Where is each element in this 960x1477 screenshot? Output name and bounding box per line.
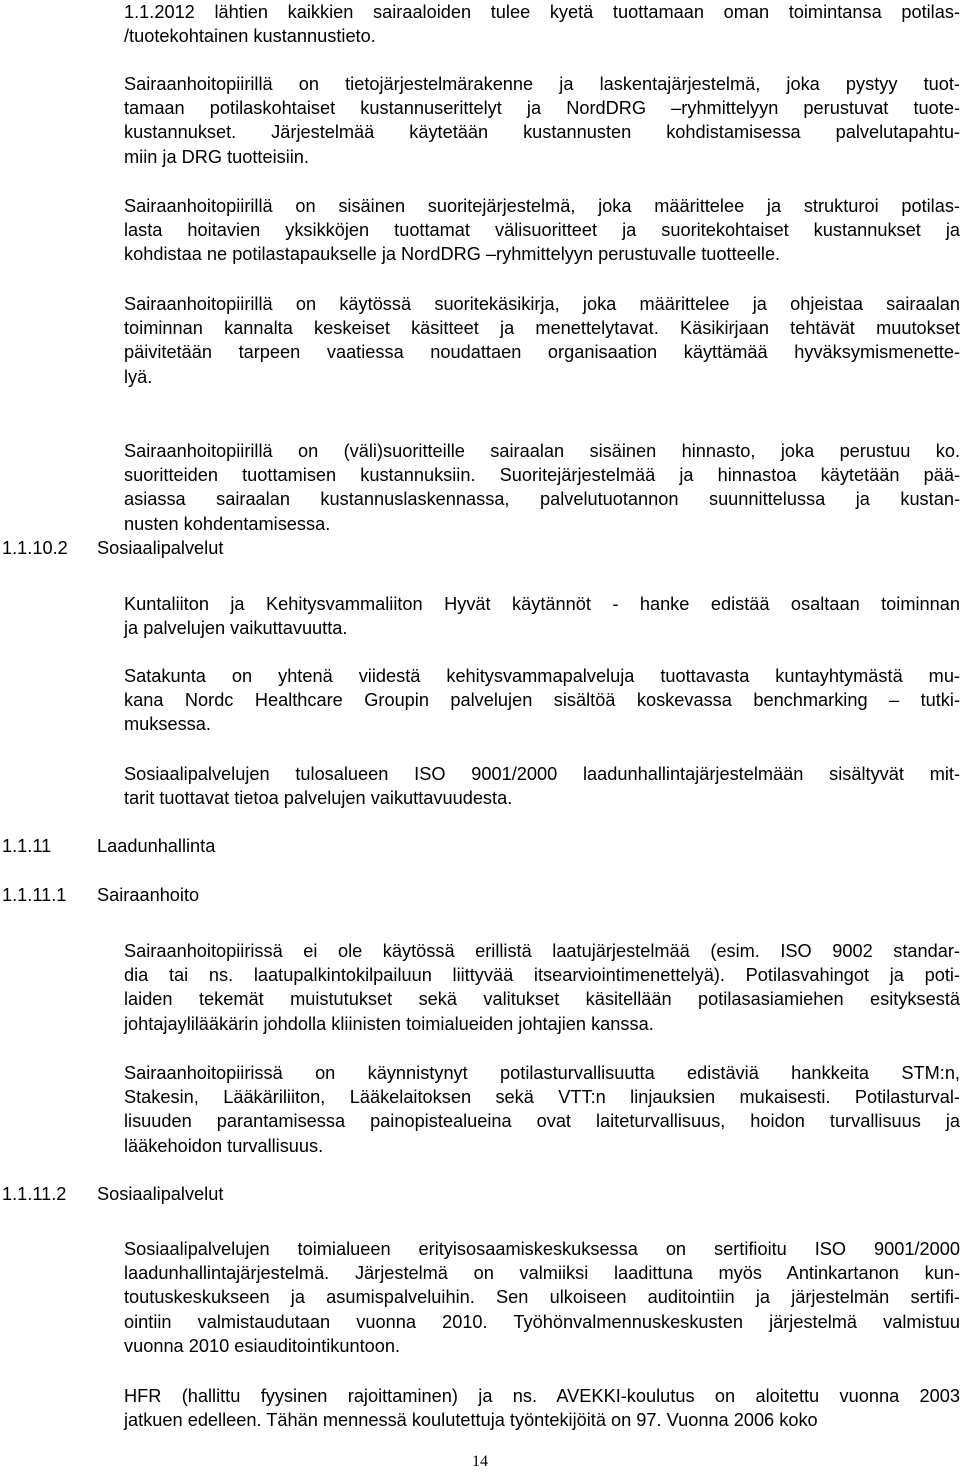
paragraph-internal-output-system [124,194,960,267]
text-line: toutuskeskukseen ja asumispalveluihin. Sen ulkoiseen auditointiin ja järjestelmän sertifi- [124,1287,960,1308]
text-line: Sosiaalipalvelujen toimialueen erityisosaamiskeskuksessa on sertifioitu ISO 9001/2000 [124,1239,960,1259]
text-line: vuonna 2010 esiauditointikuntoon. [124,1335,401,1356]
text-line: lyä. [124,366,153,387]
text-line: suoritteiden tuottamisen kustannuksiin. Suoritejärjestelmää ja hinnastoa käytetään pää- [124,465,960,486]
text-line: 1.1.2012 lähtien kaikkien sairaaloiden tulee kyetä tuottamaan oman toimintansa potilas- [124,2,960,22]
text-line: lisuuden parantamisessa painopistealueina ovat laiteturvallisuus, hoidon turvallisuus ja [124,1111,960,1132]
text-line: toiminnan kannalta keskeiset käsitteet ja menettelytavat. Käsikirjaan tehtävät muutokset [124,318,960,339]
text-line: lääkehoidon turvallisuus. [124,1135,324,1156]
section-heading-sosiaalipalvelut-1-1-10-2 [2,536,223,560]
paragraph-information-system [124,72,960,169]
text-line: ja palvelujen vaikuttavuutta. [124,618,348,639]
text-line: lasta hoitavien yksikköjen tuottamat välisuoritteet ja suoritekohtaiset kustannukset ja [124,220,960,241]
text-line: päivitetään tarpeen vaatiessa noudattaen organisaation käyttämää hyväksymismenette- [124,342,960,363]
text-line: dia tai ns. laatupalkintokilpailuun liittyvää itsearviointimenettelyä). Potilasvahingot ja poti- [124,965,960,986]
section-number: 1.1.10.2 [2,538,68,558]
text-line: Sairaanhoitopiirillä on sisäinen suoritejärjestelmä, joka määrittelee ja strukturoi potilas- [124,196,960,216]
section-heading-sosiaalipalvelut-1-1-11-2 [2,1182,223,1206]
text-line: Satakunta on yhtenä viidestä kehitysvammapalveluja tuottavasta kuntayhtymästä mu- [124,666,960,686]
text-line: asiassa sairaalan kustannuslaskennassa, palvelutuotannon suunnittelussa ja kustan- [124,489,960,510]
text-line: laiden tekemät muistutukset sekä valitukset käsitellään potilasasiamiehen esityksestä [124,989,960,1010]
section-number: 1.1.11.1 [2,885,67,905]
text-line: johtajaylilääkärin johdolla kliinisten toimialueiden johtajien kanssa. [124,1013,654,1034]
paragraph-benchmarking [124,664,960,737]
section-title: Sosiaalipalvelut [97,1184,224,1204]
section-heading-laadunhallinta [2,834,215,858]
page-number: 14 [472,1453,488,1470]
section-heading-sairaanhoito [2,883,199,907]
text-line: Sairaanhoitopiirillä on (väli)suoritteille sairaalan sisäinen hinnasto, joka perustuu ko. [124,441,960,461]
section-title: Laadunhallinta [97,836,216,856]
paragraph-quality-system [124,939,960,1036]
text-line: Sosiaalipalvelujen tulosalueen ISO 9001/2000 laadunhallintajärjestelmään sisältyvät mit- [124,764,960,784]
text-line: nusten kohdentamisessa. [124,513,331,534]
section-number: 1.1.11.2 [2,1184,67,1204]
text-line: Kuntaliiton ja Kehitysvammaliiton Hyvät käytännöt - hanke edistää osaltaan toiminnan [124,594,960,614]
text-line: Sairaanhoitopiirillä on tietojärjestelmärakenne ja laskentajärjestelmä, joka pystyy tuot- [124,74,960,94]
paragraph-internal-price-list [124,439,960,536]
text-line: Sairaanhoitopiirissä on käynnistynyt potilasturvallisuutta edistäviä hankkeita STM:n, [124,1063,960,1083]
text-line: kohdistaa ne potilastapaukselle ja NordDRG –ryhmittelyyn perustuvalle tuotteelle. [124,244,781,265]
text-line: kustannukset. Järjestelmää käytetään kustannusten kohdistamisessa palvelutapahtu- [124,122,960,143]
paragraph-patient-safety [124,1061,960,1158]
text-line: Stakesin, Lääkäriliiton, Lääkelaitoksen sekä VTT:n linjauksien mukaisesti. Potilasturval- [124,1087,960,1108]
paragraph-hfr-training [124,1384,960,1432]
section-title: Sairaanhoito [97,885,200,905]
paragraph-iso-requirement [124,0,960,48]
paragraph-good-practices-project [124,592,960,640]
text-line: tamaan potilaskohtaiset kustannuserittelyt ja NordDRG –ryhmittelyyn perustuvat tuote- [124,98,960,119]
section-title: Sosiaalipalvelut [97,538,224,558]
text-line: jatkuen edelleen. Tähän mennessä koulutettuja työntekijöitä on 97. Vuonna 2006 koko [124,1410,818,1431]
text-line: laadunhallintajärjestelmä. Järjestelmä on valmiiksi laadittuna myös Antinkartanon kun- [124,1263,960,1284]
text-line: tarit tuottavat tietoa palvelujen vaikuttavuudesta. [124,788,513,809]
text-line: kana Nordc Healthcare Groupin palvelujen sisältöä koskevassa benchmarking – tutki- [124,690,960,711]
text-line: Sairaanhoitopiirillä on käytössä suoritekäsikirja, joka määrittelee ja ohjeistaa sairaalan [124,294,960,314]
paragraph-iso-indicators [124,762,960,810]
text-line: HFR (hallittu fyysinen rajoittaminen) ja ns. AVEKKI-koulutus on aloitettu vuonna 2003 [124,1386,960,1406]
section-number: 1.1.11 [2,836,52,856]
paragraph-output-handbook [124,292,960,389]
paragraph-certification [124,1237,960,1358]
text-line: miin ja DRG tuotteisiin. [124,146,309,167]
text-line: ointiin valmistaudutaan vuonna 2010. Työhönvalmennuskeskusten järjestelmä valmistuu [124,1311,960,1332]
text-line: Sairaanhoitopiirissä ei ole käytössä erillistä laatujärjestelmää (esim. ISO 9002 standar- [124,941,960,961]
text-line: /tuotekohtainen kustannustieto. [124,26,376,47]
text-line: muksessa. [124,714,211,735]
